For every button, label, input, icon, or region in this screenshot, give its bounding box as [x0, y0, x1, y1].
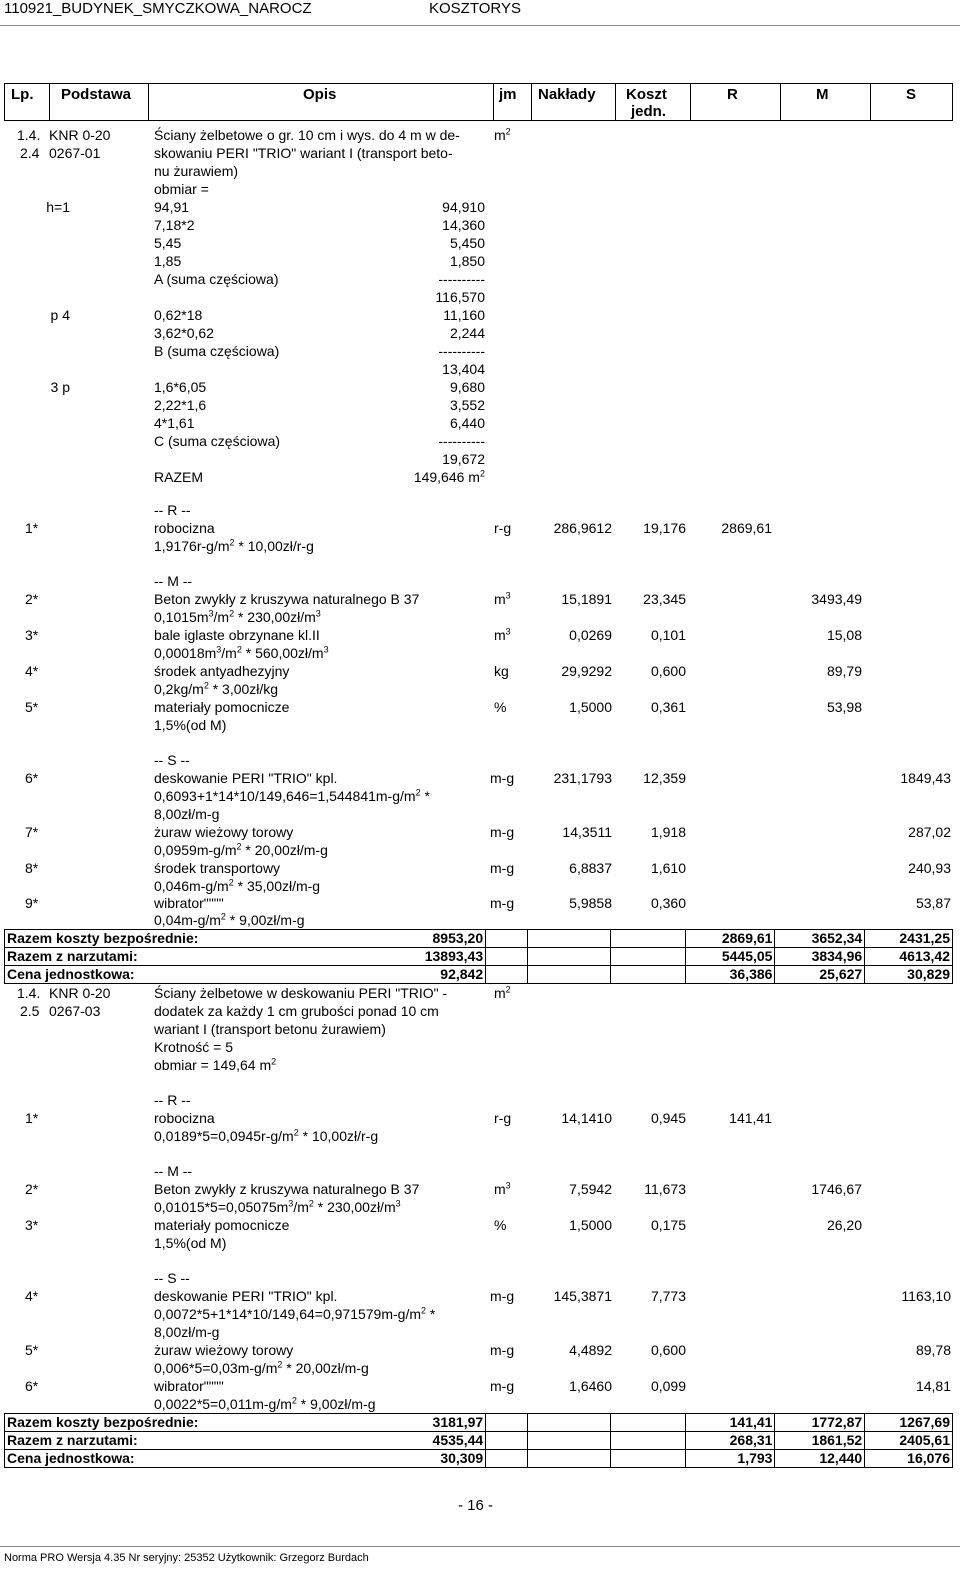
- summary-m: 12,440: [775, 1450, 865, 1468]
- summary-r: 1,793: [685, 1450, 775, 1468]
- item-name: materiały pomocnicze: [154, 699, 290, 715]
- summary-label: Razem z narzutami:: [7, 1432, 138, 1448]
- item-name: środek transportowy: [154, 860, 281, 876]
- col-koszt: Koszt: [626, 86, 667, 103]
- summary-empty: [527, 948, 610, 966]
- item-formula: $0,0072*5+1*14*10/149,64=0,971579m-g/m^2$ *: [154, 1305, 436, 1322]
- item-koszt: 0,945: [650, 1110, 686, 1126]
- pos2-unit: $m^2$: [494, 984, 511, 1001]
- summary-empty: [611, 948, 685, 966]
- item-unit: m-g: [490, 1288, 515, 1304]
- page-number: - 16 -: [458, 1497, 494, 1514]
- pos1-summary: [4, 929, 953, 984]
- item-koszt: 0,099: [650, 1378, 686, 1394]
- item-naklady: 286,9612: [553, 520, 612, 536]
- top-divider: [0, 25, 960, 26]
- item-formula: $0,00018m^3/m^2$ * $560,00zł/m^3$: [154, 644, 329, 661]
- item-koszt: 12,359: [643, 770, 686, 786]
- summary-s: 16,076: [865, 1450, 953, 1468]
- measurement-value: 116,570: [435, 289, 485, 305]
- item-name: Beton zwykły z kruszywa naturalnego B 37: [154, 1181, 420, 1197]
- pos2-lp1: 1.4.: [17, 985, 41, 1001]
- item-naklady: 1,5000: [569, 699, 612, 715]
- item-m: 1746,67: [811, 1181, 862, 1197]
- summary-row: [5, 948, 953, 966]
- summary-m: 3652,34: [775, 930, 865, 948]
- razem-label: RAZEM: [154, 469, 203, 485]
- item-no: 2*: [25, 1181, 39, 1197]
- item-koszt: 1,918: [650, 824, 686, 840]
- item-naklady: 145,3871: [553, 1288, 612, 1304]
- summary-empty: [611, 1414, 685, 1432]
- item-formula: $0,04m-g/m^2$ * 9,00zł/m-g: [154, 911, 305, 928]
- item-unit: m-g: [490, 895, 515, 911]
- item-koszt: 0,101: [650, 627, 686, 643]
- summary-label-cell: [5, 1432, 486, 1450]
- item-koszt: 7,773: [650, 1288, 686, 1304]
- item-unit: r-g: [494, 520, 512, 536]
- item-no: 3*: [25, 627, 39, 643]
- item-formula: $0,046m-g/m^2$ * 35,00zł/m-g: [154, 877, 321, 894]
- measurement-value: 1,850: [449, 253, 485, 269]
- measurement-value: ----------: [438, 433, 485, 449]
- item-naklady: 5,9858: [569, 895, 612, 911]
- item-no: 5*: [25, 699, 39, 715]
- summary-empty: [486, 948, 528, 966]
- item-naklady: 1,6460: [569, 1378, 612, 1394]
- summary-label: Cena jednostkowa:: [7, 966, 135, 982]
- measurement-value: 13,404: [442, 361, 485, 377]
- summary-empty: [486, 930, 528, 948]
- summary-total: 3181,97: [432, 1414, 484, 1430]
- item-no: 2*: [25, 591, 39, 607]
- summary-empty: [527, 1450, 610, 1468]
- item-koszt: 0,360: [650, 895, 686, 911]
- item-s: 1849,43: [900, 770, 951, 786]
- r-section-head: -- R --: [154, 502, 191, 518]
- item-name: wibrator"""": [154, 895, 224, 911]
- summary-label-cell: [5, 1450, 486, 1468]
- item-unit: %: [494, 1217, 507, 1233]
- summary-s: 1267,69: [865, 1414, 953, 1432]
- item-unit: $m^3$: [494, 1180, 511, 1197]
- summary-s: 4613,42: [865, 948, 953, 966]
- summary-m: 1772,87: [775, 1414, 865, 1432]
- summary-label-cell: [5, 966, 486, 984]
- item-formula: $1,9176r-g/m^2$ * 10,00zł/r-g: [154, 537, 314, 554]
- col-opis: Opis: [303, 86, 337, 103]
- pos1-lp1: 1.4.: [17, 127, 41, 143]
- summary-row: [5, 966, 953, 984]
- col-lp: Lp.: [11, 86, 34, 103]
- pos1-desc-line: Ściany żelbetowe o gr. 10 cm i wys. do 4 m w de-: [154, 127, 460, 143]
- pos2-desc-line: Krotność = 5: [154, 1039, 233, 1055]
- item-name: Beton zwykły z kruszywa naturalnego B 37: [154, 591, 420, 607]
- measurement-expr: 2,22*1,6: [154, 397, 207, 413]
- item-koszt: 0,361: [650, 699, 686, 715]
- item-koszt: 19,176: [643, 520, 686, 536]
- summary-empty: [486, 966, 528, 984]
- summary-total: 13893,43: [424, 948, 484, 964]
- item-formula: 8,00zł/m-g: [154, 806, 220, 822]
- summary-empty: [527, 930, 610, 948]
- col-podstawa: Podstawa: [61, 86, 132, 103]
- item-naklady: 231,1793: [553, 770, 612, 786]
- summary-row: [5, 1450, 953, 1468]
- item-formula: $0,006*5=0,03m-g/m^2$ * 20,00zł/m-g: [154, 1359, 369, 1376]
- summary-empty: [486, 1450, 528, 1468]
- item-name: deskowanie PERI "TRIO" kpl.: [154, 770, 338, 786]
- item-s: 14,81: [915, 1378, 951, 1394]
- item-unit: m-g: [490, 1342, 515, 1358]
- summary-empty: [611, 966, 685, 984]
- measurement-expr: 1,6*6,05: [154, 379, 207, 395]
- item-name: wibrator"""": [154, 1378, 224, 1394]
- summary-r: 5445,05: [685, 948, 775, 966]
- item-naklady: 15,1891: [561, 591, 612, 607]
- item-no: 5*: [25, 1342, 39, 1358]
- summary-r: 2869,61: [685, 930, 775, 948]
- summary-total: 8953,20: [432, 930, 484, 946]
- item-naklady: 14,3511: [562, 824, 612, 840]
- summary-empty: [527, 1414, 610, 1432]
- item-koszt: 1,610: [650, 860, 686, 876]
- item-m: 53,98: [826, 699, 862, 715]
- item-koszt: 0,175: [650, 1217, 686, 1233]
- item-unit: kg: [494, 663, 509, 679]
- pos2-desc-line: wariant I (transport betonu żurawiem): [154, 1021, 386, 1037]
- item-naklady: 6,8837: [569, 860, 612, 876]
- pos1-lp2: 2.4: [20, 145, 40, 161]
- col-m: M: [816, 86, 829, 103]
- s-section-head: -- S --: [154, 752, 190, 768]
- measurement-label: 3 p: [50, 379, 70, 395]
- col-naklady: Nakłady: [538, 86, 596, 103]
- measurement-value: 11,160: [443, 307, 485, 323]
- item-name: żuraw wieżowy torowy: [154, 1342, 294, 1358]
- summary-total: 4535,44: [432, 1432, 484, 1448]
- pos1-desc-line: obmiar =: [154, 181, 209, 197]
- item-s: 240,93: [908, 860, 951, 876]
- item-unit: %: [494, 699, 507, 715]
- measurement-value: 94,910: [442, 199, 485, 215]
- measurement-value: 9,680: [449, 379, 485, 395]
- item-s: 89,78: [915, 1342, 951, 1358]
- item-s: 1163,10: [901, 1288, 951, 1304]
- measurement-expr: A (suma częściowa): [154, 271, 279, 287]
- item-unit: m-g: [490, 1378, 515, 1394]
- measurement-expr: 1,85: [154, 253, 182, 269]
- pos2-desc-line: Ściany żelbetowe w deskowaniu PERI "TRIO" -: [154, 985, 448, 1001]
- item-unit: m-g: [490, 860, 515, 876]
- measurement-expr: 94,91: [154, 199, 190, 215]
- item-formula: $0,0022*5=0,011m-g/m^2$ * 9,00zł/m-g: [154, 1395, 376, 1412]
- summary-total: 92,842: [440, 966, 484, 982]
- s-section-head: -- S --: [154, 1270, 190, 1286]
- summary-row: [5, 930, 953, 948]
- measurement-label: p 4: [50, 307, 70, 323]
- item-unit: m-g: [490, 770, 515, 786]
- summary-row: [5, 1414, 953, 1432]
- item-s: 53,87: [915, 895, 951, 911]
- summary-r: 36,386: [685, 966, 775, 984]
- summary-label: Razem koszty bezpośrednie:: [7, 930, 199, 946]
- item-naklady: 0,0269: [569, 627, 612, 643]
- item-r: 2869,61: [721, 520, 772, 536]
- summary-label-cell: [5, 1414, 486, 1432]
- item-formula: 1,5%(od M): [154, 717, 227, 733]
- measurement-value: 6,440: [449, 415, 485, 431]
- pos2-obmiar: obmiar = 149,64 $m^2$: [154, 1056, 277, 1073]
- measurement-expr: 7,18*2: [154, 217, 195, 233]
- summary-label: Razem z narzutami:: [7, 948, 138, 964]
- m-section-head: -- M --: [154, 573, 193, 589]
- item-name: robocizna: [154, 520, 215, 536]
- measurement-value: ----------: [438, 343, 485, 359]
- pos2-desc-line: dodatek za każdy 1 cm grubości ponad 10 cm: [154, 1003, 439, 1019]
- project-name: 110921_BUDYNEK_SMYCZKOWA_NAROCZ: [4, 0, 312, 17]
- summary-label: Cena jednostkowa:: [7, 1450, 135, 1466]
- m-section-head: -- M --: [154, 1163, 193, 1179]
- col-jm: jm: [499, 86, 517, 103]
- item-naklady: 7,5942: [569, 1181, 612, 1197]
- measurement-value: 2,244: [449, 325, 485, 341]
- item-koszt: 0,600: [650, 1342, 686, 1358]
- item-no: 3*: [25, 1217, 39, 1233]
- item-koszt: 0,600: [650, 663, 686, 679]
- item-unit: m-g: [490, 824, 515, 840]
- item-formula: $0,01015*5=0,05075m^3/m^2$ * $230,00zł/m^3$: [154, 1198, 401, 1215]
- item-formula: $0,2kg/m^2$ * 3,00zł/kg: [154, 680, 279, 697]
- footer-info: Norma PRO Wersja 4.35 Nr seryjny: 25352 Użytkownik: Grzegorz Burdach: [4, 1552, 369, 1564]
- item-naklady: 1,5000: [569, 1217, 612, 1233]
- measurement-expr: B (suma częściowa): [154, 343, 280, 359]
- item-m: 26,20: [826, 1217, 862, 1233]
- item-naklady: 29,9292: [561, 663, 612, 679]
- summary-s: 30,829: [865, 966, 953, 984]
- item-no: 6*: [25, 1378, 39, 1394]
- footer-divider: [0, 1546, 960, 1547]
- item-no: 1*: [25, 1110, 39, 1126]
- summary-empty: [611, 1450, 685, 1468]
- item-formula: 1,5%(od M): [154, 1235, 227, 1251]
- r-section-head: -- R --: [154, 1092, 191, 1108]
- measurement-expr: 3,62*0,62: [154, 325, 214, 341]
- item-no: 4*: [25, 1288, 39, 1304]
- item-formula: $0,0959m-g/m^2$ * 20,00zł/m-g: [154, 841, 328, 858]
- summary-empty: [611, 930, 685, 948]
- measurement-expr: C (suma częściowa): [154, 433, 281, 449]
- item-no: 7*: [25, 824, 39, 840]
- summary-label: Razem koszty bezpośrednie:: [7, 1414, 199, 1430]
- item-no: 9*: [25, 895, 39, 911]
- measurement-label: h=1: [46, 199, 70, 215]
- pos1-desc-line: nu żurawiem): [154, 163, 239, 179]
- item-m: 15,08: [826, 627, 862, 643]
- item-name: bale iglaste obrzynane kl.II: [154, 627, 320, 643]
- item-no: 4*: [25, 663, 39, 679]
- item-formula: 8,00zł/m-g: [154, 1324, 220, 1340]
- summary-s: 2431,25: [865, 930, 953, 948]
- item-name: materiały pomocnicze: [154, 1217, 290, 1233]
- measurement-value: 14,360: [442, 217, 485, 233]
- measurement-value: 19,672: [442, 451, 485, 467]
- razem-value: 149,646 $m^2$: [413, 468, 485, 485]
- summary-total: 30,309: [440, 1450, 484, 1466]
- measurement-expr: 4*1,61: [154, 415, 195, 431]
- summary-empty: [527, 1432, 610, 1450]
- pos2-summary: [4, 1413, 953, 1468]
- pos2-base2: 0267-03: [49, 1003, 101, 1019]
- pos2-lp2: 2.5: [20, 1003, 40, 1019]
- col-jedn: jedn.: [631, 103, 667, 120]
- measurement-value: 3,552: [449, 397, 485, 413]
- item-s: 287,02: [908, 824, 951, 840]
- summary-label-cell: [5, 948, 486, 966]
- summary-m: 1861,52: [775, 1432, 865, 1450]
- item-formula: $0,6093+1*14*10/149,646=1,544841m-g/m^2$ *: [154, 787, 430, 804]
- item-name: środek antyadhezyjny: [154, 663, 290, 679]
- item-formula: $0,0189*5=0,0945r-g/m^2$ * 10,00zł/r-g: [154, 1127, 379, 1144]
- item-no: 6*: [25, 770, 39, 786]
- measurement-value: 5,450: [449, 235, 485, 251]
- pos1-unit: $m^2$: [494, 126, 511, 143]
- summary-empty: [611, 1432, 685, 1450]
- item-formula: $0,1015m^3/m^2$ * $230,00zł/m^3$: [154, 608, 321, 625]
- item-name: żuraw wieżowy torowy: [154, 824, 294, 840]
- item-unit: $m^3$: [494, 626, 511, 643]
- pos1-base1: KNR 0-20: [49, 127, 111, 143]
- col-s: S: [906, 86, 917, 103]
- item-koszt: 23,345: [643, 591, 686, 607]
- summary-m: 3834,96: [775, 948, 865, 966]
- item-naklady: 14,1410: [561, 1110, 612, 1126]
- measurement-value: ----------: [438, 271, 485, 287]
- summary-r: 268,31: [685, 1432, 775, 1450]
- summary-r: 141,41: [685, 1414, 775, 1432]
- item-r: 141,41: [729, 1110, 772, 1126]
- pos1-desc-line: skowaniu PERI "TRIO" wariant I (transport beto-: [154, 145, 453, 161]
- column-header: [4, 83, 953, 121]
- summary-empty: [486, 1432, 528, 1450]
- item-m: 3493,49: [811, 591, 862, 607]
- document-type: KOSZTORYS: [429, 0, 521, 17]
- summary-empty: [486, 1414, 528, 1432]
- measurement-expr: 0,62*18: [154, 307, 203, 323]
- item-unit: r-g: [494, 1110, 512, 1126]
- pos1-base2: 0267-01: [49, 145, 101, 161]
- item-name: robocizna: [154, 1110, 215, 1126]
- summary-m: 25,627: [775, 966, 865, 984]
- item-name: deskowanie PERI "TRIO" kpl.: [154, 1288, 338, 1304]
- summary-label-cell: [5, 930, 486, 948]
- item-unit: $m^3$: [494, 590, 511, 607]
- summary-row: [5, 1432, 953, 1450]
- summary-empty: [527, 966, 610, 984]
- measurement-expr: 5,45: [154, 235, 182, 251]
- summary-s: 2405,61: [865, 1432, 953, 1450]
- item-no: 8*: [25, 860, 39, 876]
- pos2-base1: KNR 0-20: [49, 985, 111, 1001]
- item-no: 1*: [25, 520, 39, 536]
- item-naklady: 4,4892: [569, 1342, 612, 1358]
- item-m: 89,79: [826, 663, 862, 679]
- col-r: R: [727, 86, 738, 103]
- item-koszt: 11,673: [644, 1181, 686, 1197]
